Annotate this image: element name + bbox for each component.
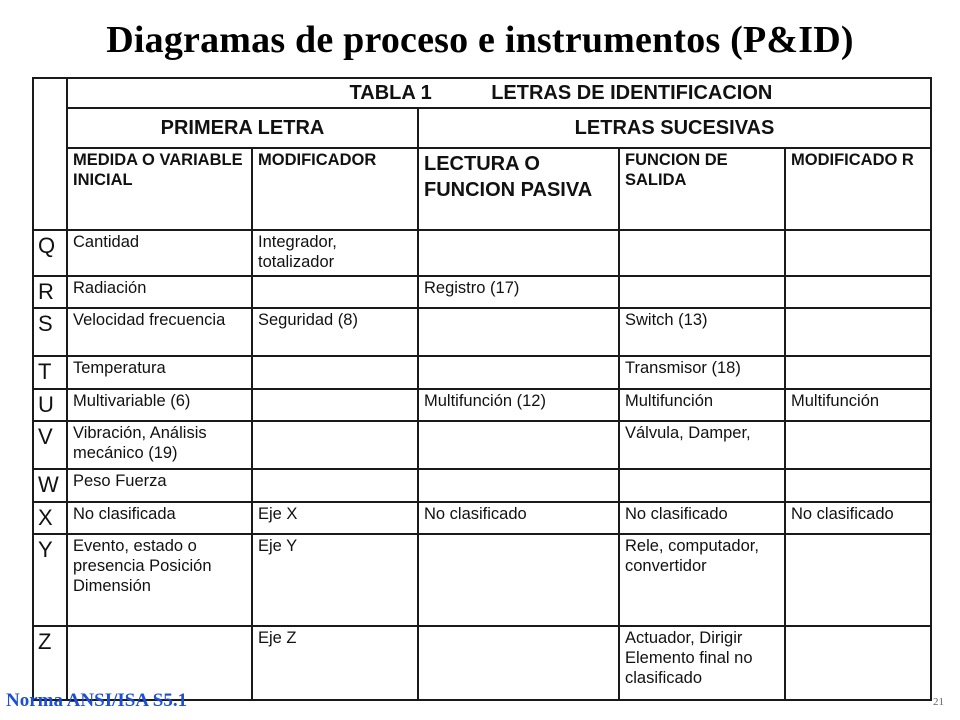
identification-letters-table xyxy=(32,77,930,701)
letter-column-header xyxy=(33,78,67,230)
cell-readout: No clasificado xyxy=(418,502,619,534)
cell-modifier-2 xyxy=(785,230,931,276)
cell-readout: Registro (17) xyxy=(418,276,619,308)
cell-readout xyxy=(418,356,619,388)
table-row xyxy=(33,276,931,308)
cell-readout xyxy=(418,421,619,469)
cell-measured-variable: Peso Fuerza xyxy=(67,469,252,501)
table-row xyxy=(33,421,931,469)
cell-readout xyxy=(418,534,619,626)
norm-reference: Norma ANSI/ISA S5.1 xyxy=(6,690,188,711)
cell-modifier-2 xyxy=(785,469,931,501)
cell-modifier-2 xyxy=(785,276,931,308)
col-header-measured-variable: MEDIDA O VARIABLE INICIAL xyxy=(67,148,252,230)
cell-modifier: Seguridad (8) xyxy=(252,308,418,356)
cell-measured-variable: Vibración, Análisis mecánico (19) xyxy=(67,421,252,469)
row-letter: X xyxy=(33,502,67,534)
row-letter: V xyxy=(33,421,67,469)
cell-modifier xyxy=(252,469,418,501)
table-row xyxy=(33,356,931,388)
cell-modifier: Integrador, totalizador xyxy=(252,230,418,276)
cell-modifier xyxy=(252,276,418,308)
row-letter: Z xyxy=(33,626,67,700)
cell-modifier-2: Multifunción xyxy=(785,389,931,421)
cell-modifier: Eje X xyxy=(252,502,418,534)
col-header-output-function: FUNCION DE SALIDA xyxy=(619,148,785,230)
col-header-modifier-2: MODIFICADO R xyxy=(785,148,931,230)
slide-title: Diagramas de proceso e instrumentos (P&ID) xyxy=(106,19,854,61)
row-letter: Y xyxy=(33,534,67,626)
table-row xyxy=(33,469,931,501)
table-row xyxy=(33,308,931,356)
cell-modifier xyxy=(252,356,418,388)
cell-modifier xyxy=(252,389,418,421)
cell-measured-variable: Radiación xyxy=(67,276,252,308)
row-letter: Q xyxy=(33,230,67,276)
cell-modifier: Eje Z xyxy=(252,626,418,700)
cell-modifier-2 xyxy=(785,356,931,388)
cell-measured-variable: Cantidad xyxy=(67,230,252,276)
cell-output-function xyxy=(619,469,785,501)
cell-output-function xyxy=(619,276,785,308)
cell-measured-variable xyxy=(67,626,252,700)
row-letter: T xyxy=(33,356,67,388)
cell-readout xyxy=(418,469,619,501)
cell-readout xyxy=(418,308,619,356)
cell-output-function: Multifunción xyxy=(619,389,785,421)
cell-modifier-2 xyxy=(785,626,931,700)
cell-output-function: Switch (13) xyxy=(619,308,785,356)
table-row xyxy=(33,230,931,276)
table-title-right: LETRAS DE IDENTIFICACION xyxy=(491,82,773,104)
cell-output-function: No clasificado xyxy=(619,502,785,534)
row-letter: W xyxy=(33,469,67,501)
cell-modifier-2 xyxy=(785,308,931,356)
group-first-letter: PRIMERA LETRA xyxy=(67,108,418,148)
row-letter: R xyxy=(33,276,67,308)
cell-output-function: Transmisor (18) xyxy=(619,356,785,388)
cell-readout xyxy=(418,230,619,276)
cell-measured-variable: Velocidad frecuencia xyxy=(67,308,252,356)
table-row xyxy=(33,626,931,700)
letters-grid xyxy=(32,77,932,701)
cell-measured-variable: No clasificada xyxy=(67,502,252,534)
table-title-left: TABLA 1 xyxy=(349,82,432,104)
row-letter: U xyxy=(33,389,67,421)
cell-output-function: Válvula, Damper, xyxy=(619,421,785,469)
col-header-readout: LECTURA O FUNCION PASIVA xyxy=(418,148,619,230)
cell-measured-variable: Temperatura xyxy=(67,356,252,388)
cell-modifier xyxy=(252,421,418,469)
cell-measured-variable: Multivariable (6) xyxy=(67,389,252,421)
table-title xyxy=(67,78,931,108)
cell-readout xyxy=(418,626,619,700)
table-row xyxy=(33,534,931,626)
cell-modifier-2 xyxy=(785,421,931,469)
page-number: 21 xyxy=(933,696,944,708)
cell-measured-variable: Evento, estado o presencia Posición Dimensión xyxy=(67,534,252,626)
row-letter: S xyxy=(33,308,67,356)
cell-modifier-2: No clasificado xyxy=(785,502,931,534)
cell-modifier: Eje Y xyxy=(252,534,418,626)
table-row xyxy=(33,389,931,421)
cell-modifier-2 xyxy=(785,534,931,626)
group-successive-letters: LETRAS SUCESIVAS xyxy=(418,108,931,148)
cell-output-function xyxy=(619,230,785,276)
col-header-modifier: MODIFICADOR xyxy=(252,148,418,230)
cell-output-function: Actuador, Dirigir Elemento final no clasificado xyxy=(619,626,785,700)
cell-readout: Multifunción (12) xyxy=(418,389,619,421)
table-row xyxy=(33,502,931,534)
cell-output-function: Rele, computador, convertidor xyxy=(619,534,785,626)
